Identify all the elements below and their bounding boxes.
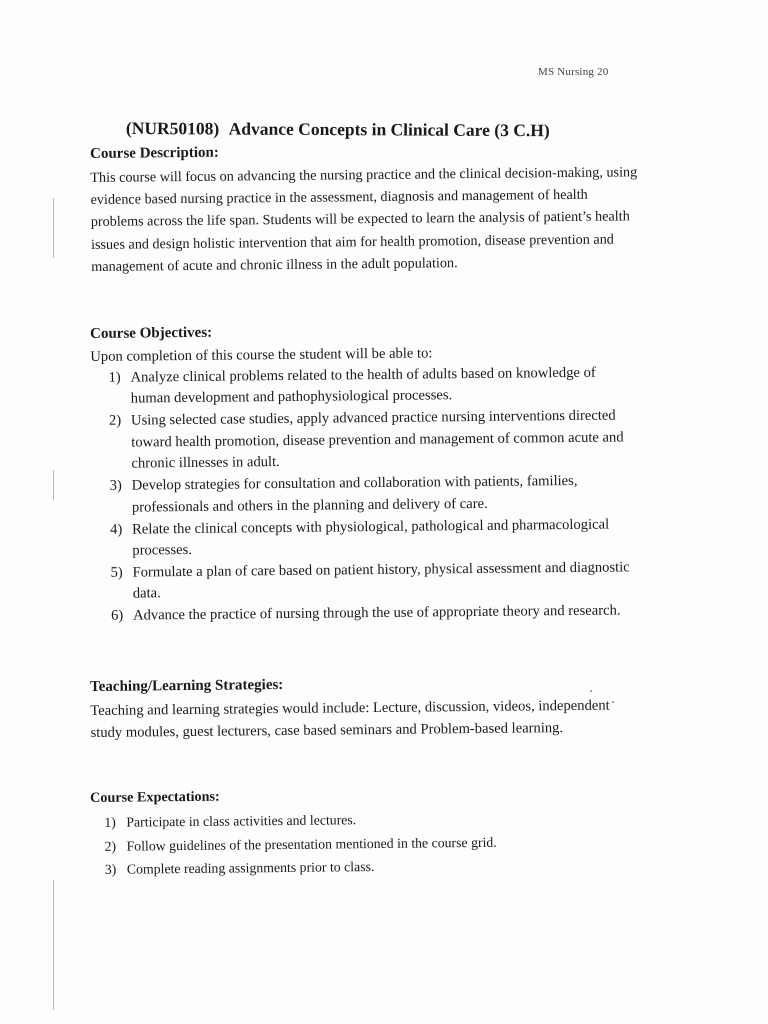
objective-item (90, 362, 630, 410)
expectations-list (90, 805, 651, 881)
description-text: This course will focus on advancing the nursing practice and the clinical decision-making, using evidence based nursing practice in the assessment, diagnosis and management of health problems across the life span. Students will be expected to learn the analysis of patient’s health issues and design holistic intervention that aim for health promotion, disease prevention and management of acute and chronic illness in the adult population. (90, 164, 638, 275)
objectives-lead: Upon completion of this course the student will be able to: (90, 345, 433, 365)
scan-artifact-line (53, 198, 54, 258)
scan-artifact-line (53, 470, 54, 500)
strategies-section (90, 673, 621, 744)
objectives-heading: Course Objectives: (90, 324, 213, 342)
expectation-text: Complete reading assignments prior to class. (126, 859, 375, 877)
expectation-number: 3) (104, 861, 117, 877)
running-header: MS Nursing 20 (538, 66, 609, 78)
expectation-text: Participate in class activities and lectures. (126, 812, 357, 830)
objective-number: 6) (110, 608, 124, 625)
expectation-number: 2) (104, 838, 117, 854)
objective-item (92, 514, 632, 562)
objective-item (92, 557, 632, 605)
objective-number: 3) (109, 477, 122, 495)
expectation-item (91, 852, 651, 881)
objective-text: Using selected case studies, apply advanced practice nursing interventions directed toward health promotion, disease prevention and management of common acute and chronic illnesses in adult. (130, 407, 624, 472)
objective-text: Relate the clinical concepts with physiological, pathological and pharmacological processes. (132, 516, 610, 559)
objective-text: Formulate a plan of care based on patient history, physical assessment and diagnostic data. (132, 559, 630, 603)
expectation-number: 1) (104, 814, 116, 830)
objective-number: 4) (110, 521, 123, 538)
expectations-section (90, 784, 651, 881)
objective-item (91, 406, 632, 476)
description-section (90, 140, 641, 278)
objectives-list (90, 362, 633, 627)
objective-text: Analyze clinical problems related to the health of adults based on knowledge of human development and pathophysiological processes. (130, 364, 596, 407)
objective-item (92, 471, 632, 519)
strategies-heading: Teaching/Learning Strategies: (90, 676, 284, 695)
scan-artifact-line (53, 880, 54, 1010)
objective-text: Advance the practice of nursing through the use of appropriate theory and research. (132, 602, 621, 625)
course-title: Advance Concepts in Clinical Care (3 C.H) (228, 118, 550, 141)
course-code: (NUR50108) (125, 118, 220, 139)
course-title-line (126, 118, 686, 142)
objectives-section (90, 320, 633, 628)
objective-item (93, 601, 633, 628)
strategies-text: Teaching and learning strategies would include: Lecture, discussion, videos, independent study modules, guest lecturers, case based seminars and Problem-based learning. (90, 697, 610, 742)
objective-number: 2) (108, 413, 122, 430)
expectations-heading: Course Expectations: (90, 788, 220, 806)
objective-number: 5) (110, 564, 123, 581)
objective-number: 1) (108, 369, 121, 386)
description-heading: Course Description: (90, 144, 219, 162)
expectation-text: Follow guidelines of the presentation mentioned in the course grid. (126, 834, 497, 854)
objective-text: Develop strategies for consultation and collaboration with patients, families, professionals and others in the planning and delivery of care. (131, 473, 578, 516)
